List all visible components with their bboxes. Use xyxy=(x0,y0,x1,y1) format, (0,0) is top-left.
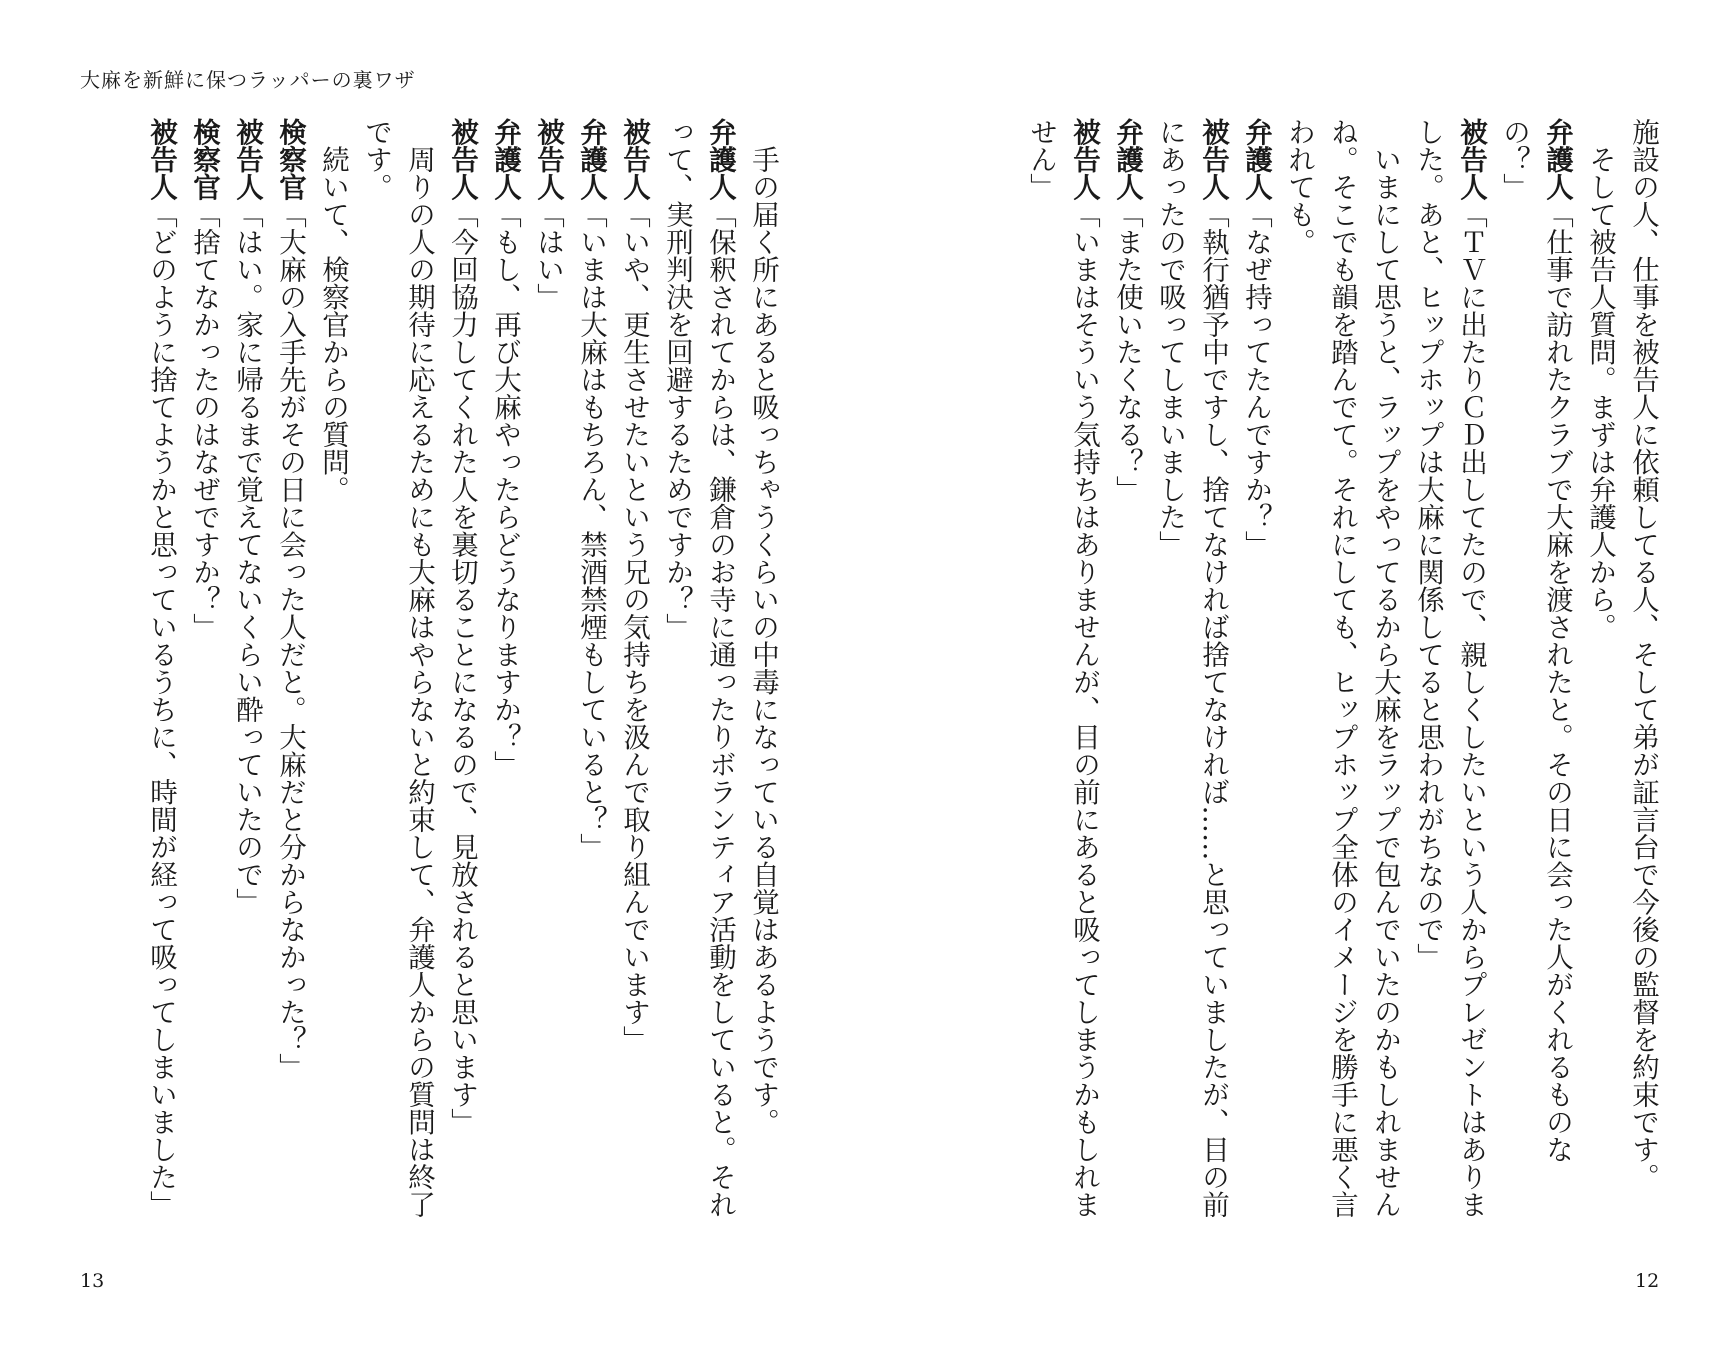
text-column: 弁護人「仕事で訪れたクラブで大麻を渡されたと。その日に会った人がくれるものな xyxy=(1541,118,1573,1163)
text-column: の？」 xyxy=(1498,118,1530,201)
text-column: 被告人「はい」 xyxy=(532,118,564,311)
left-page xyxy=(75,118,780,1248)
text-column: 手の届く所にあると吸っちゃうくらいの中毒になっている自覚はあるようです。 xyxy=(747,118,779,1136)
page-number-left: 13 xyxy=(80,1270,105,1292)
text-column: 続いて、検察官からの質問。 xyxy=(317,118,349,503)
text-column: 施設の人、仕事を被告人に依頼してる人、そして弟が証言台で今後の監督を約束です。 xyxy=(1627,118,1659,1191)
text-column: 周りの人の期待に応えるためにも大麻はやらないと約束して、弁護人からの質問は終了 xyxy=(403,118,435,1218)
text-column: われても。 xyxy=(1283,118,1315,256)
text-column: 弁護人「保釈されてからは、鎌倉のお寺に通ったりボランティア活動をしていると。それ xyxy=(704,118,736,1218)
text-column: 弁護人「また使いたくなる？」 xyxy=(1111,118,1143,503)
text-column: にあったので吸ってしまいました」 xyxy=(1154,118,1186,558)
right-page xyxy=(955,118,1660,1248)
text-column: 検察官「大麻の入手先がその日に会った人だと。大麻だと分からなかった？」 xyxy=(274,118,306,1081)
text-column: って、実刑判決を回避するためですか？」 xyxy=(661,118,693,641)
text-column: 被告人「今回協力してくれた人を裏切ることになるので、見放されると思います」 xyxy=(446,118,478,1136)
text-column: 被告人「どのように捨てようかと思っているうちに、時間が経って吸ってしまいました」 xyxy=(145,118,177,1218)
text-column: そして被告人質問。まずは弁護人から。 xyxy=(1584,118,1616,641)
text-column: 被告人「執行猶予中ですし、捨てなければ捨てなければ……と思っていましたが、目の前 xyxy=(1197,118,1229,1218)
text-column: 被告人「いや、更生させたいという兄の気持ちを汲んで取り組んでいます」 xyxy=(618,118,650,1053)
text-column: 弁護人「なぜ持ってたんですか？」 xyxy=(1240,118,1272,558)
text-column: ね。そこでも韻を踏んでて。それにしても、ヒップホップ全体のイメージを勝手に悪く言 xyxy=(1326,118,1358,1218)
text-column: 被告人「いまはそういう気持ちはありませんが、目の前にあると吸ってしまうかもしれま xyxy=(1068,118,1100,1218)
text-column: いまにして思うと、ラップをやってるから大麻をラップで包んでいたのかもしれません xyxy=(1369,118,1401,1218)
text-column: 弁護人「もし、再び大麻やったらどうなりますか？」 xyxy=(489,118,521,778)
text-column: 弁護人「いまは大麻はもちろん、禁酒禁煙もしていると？」 xyxy=(575,118,607,861)
text-column: 被告人「ＴＶに出たりＣＤ出してたので、親しくしたいという人からプレゼントはありま xyxy=(1455,118,1487,1218)
page-number-right: 12 xyxy=(1635,1270,1660,1292)
text-column: 被告人「はい。家に帰るまで覚えてないくらい酔っていたので」 xyxy=(231,118,263,916)
running-head: 大麻を新鮮に保つラッパーの裏ワザ xyxy=(80,68,416,92)
text-column: 検察官「捨てなかったのはなぜですか？」 xyxy=(188,118,220,641)
text-column: せん」 xyxy=(1025,118,1057,201)
text-column: した。あと、ヒップホップは大麻に関係してると思われがちなので」 xyxy=(1412,118,1444,971)
text-column: です。 xyxy=(360,118,392,201)
